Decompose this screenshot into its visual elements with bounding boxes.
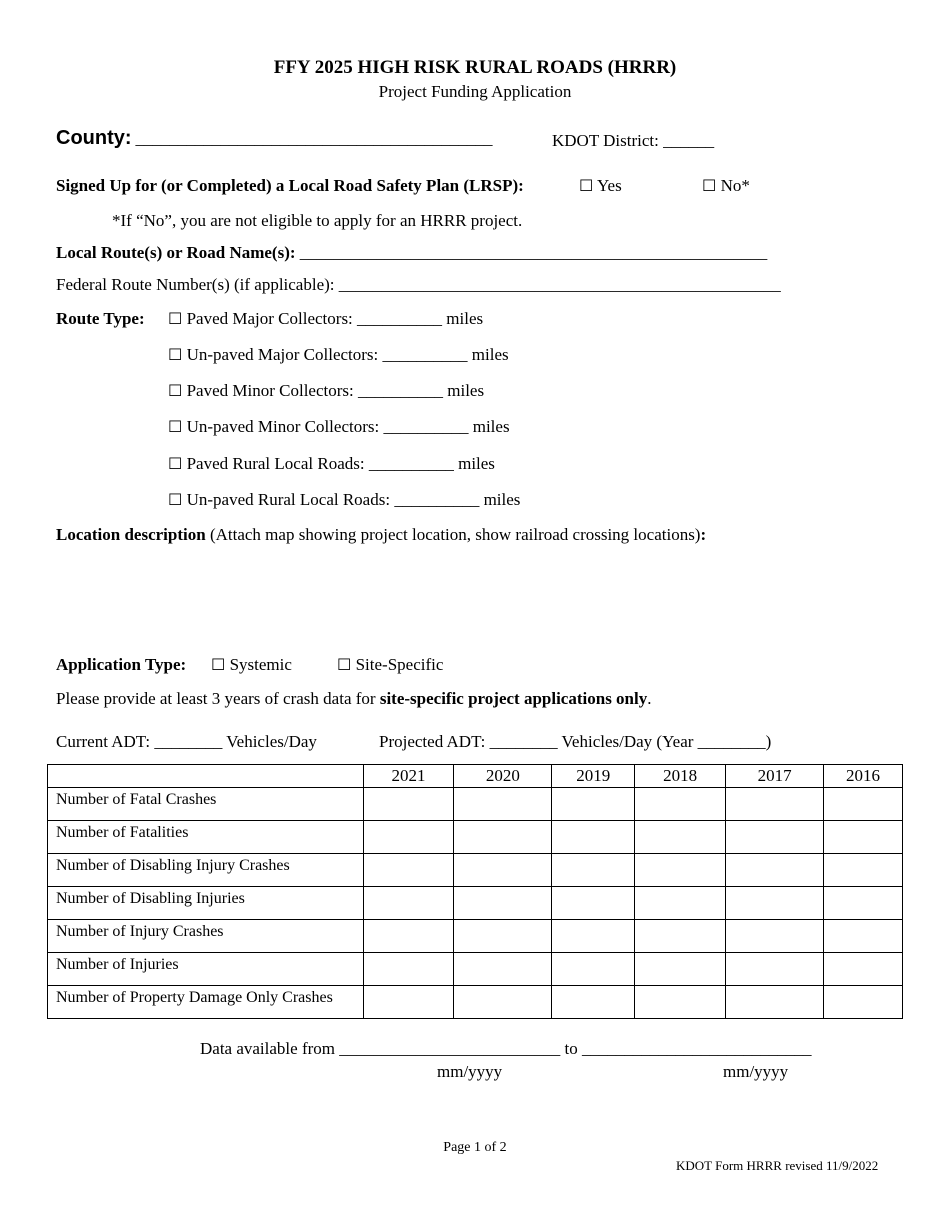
data-cell[interactable]	[824, 887, 903, 920]
page-number: Page 1 of 2	[443, 1140, 507, 1155]
row-label: Number of Property Damage Only Crashes	[48, 986, 364, 1019]
data-range-to: to	[564, 1039, 578, 1058]
local-route-field[interactable]: _______________________________________________________	[299, 243, 768, 262]
data-cell[interactable]	[824, 920, 903, 953]
checkbox-icon[interactable]: ☐	[168, 309, 183, 328]
data-cell[interactable]	[552, 953, 635, 986]
table-row	[48, 887, 903, 920]
miles-unit: miles	[483, 490, 521, 509]
data-cell[interactable]	[635, 887, 726, 920]
data-cell[interactable]	[454, 920, 552, 953]
route-type-item-label: Paved Rural Local Roads:	[186, 454, 365, 473]
data-cell[interactable]	[552, 821, 635, 854]
federal-route-label: Federal Route Number(s) (if applicable):	[56, 275, 335, 294]
table-row	[48, 920, 903, 953]
data-cell[interactable]	[552, 887, 635, 920]
row-label: Number of Fatalities	[48, 821, 364, 854]
data-cell[interactable]	[824, 953, 903, 986]
application-type-systemic[interactable]	[211, 655, 292, 675]
route-type-item[interactable]	[168, 417, 510, 437]
data-cell[interactable]	[454, 854, 552, 887]
data-cell[interactable]	[635, 953, 726, 986]
county-label: County:	[56, 127, 132, 149]
from-format-hint: mm/yyyy	[437, 1062, 503, 1081]
crash-note-text: Please provide at least 3 years of crash data for	[56, 689, 380, 708]
application-type-site-specific[interactable]	[337, 655, 443, 675]
route-type-item[interactable]	[168, 454, 495, 474]
year-header: 2017	[726, 765, 824, 788]
county-field[interactable]: __________________________________________	[135, 129, 493, 148]
data-cell[interactable]	[726, 953, 824, 986]
data-cell[interactable]	[552, 986, 635, 1019]
data-cell[interactable]	[454, 887, 552, 920]
federal-route-row	[56, 275, 781, 295]
lrsp-yes-option[interactable]	[579, 176, 622, 196]
route-type-item-label: Un-paved Major Collectors:	[186, 345, 379, 364]
data-range-label: Data available from	[200, 1039, 335, 1058]
row-label: Number of Injury Crashes	[48, 920, 364, 953]
data-cell[interactable]	[726, 887, 824, 920]
checkbox-icon[interactable]: ☐	[211, 655, 226, 674]
data-cell[interactable]	[726, 854, 824, 887]
table-row	[48, 854, 903, 887]
route-type-item[interactable]	[168, 345, 509, 365]
location-label: Location description	[56, 525, 206, 544]
data-cell[interactable]	[363, 986, 454, 1019]
to-format-hint: mm/yyyy	[723, 1062, 789, 1081]
miles-field[interactable]: __________	[394, 490, 480, 509]
table-row	[48, 953, 903, 986]
year-header: 2016	[824, 765, 903, 788]
data-cell[interactable]	[824, 986, 903, 1019]
lrsp-note: *If “No”, you are not eligible to apply for an HRRR project.	[112, 211, 523, 230]
checkbox-icon[interactable]: ☐	[168, 345, 183, 364]
data-cell[interactable]	[454, 986, 552, 1019]
data-from-field[interactable]: __________________________	[339, 1039, 561, 1058]
data-cell[interactable]	[726, 986, 824, 1019]
form-subtitle: Project Funding Application	[378, 82, 572, 101]
projected-adt-unit: Vehicles/Day (Year	[561, 732, 694, 751]
location-description-area[interactable]	[56, 550, 896, 640]
current-adt-label: Current ADT:	[56, 732, 151, 751]
data-range-row	[200, 1039, 811, 1059]
data-cell[interactable]	[726, 821, 824, 854]
lrsp-question: Signed Up for (or Completed) a Local Road Safety Plan (LRSP):	[56, 176, 524, 195]
data-cell[interactable]	[363, 953, 454, 986]
checkbox-icon[interactable]: ☐	[579, 176, 594, 195]
location-note: (Attach map showing project location, show railroad crossing locations)	[205, 525, 701, 544]
data-cell[interactable]	[635, 986, 726, 1019]
miles-unit: miles	[472, 417, 510, 436]
current-adt-unit: Vehicles/Day	[226, 732, 317, 751]
route-type-label: Route Type:	[56, 309, 145, 328]
row-label: Number of Injuries	[48, 953, 364, 986]
current-adt-row	[56, 732, 317, 752]
district-row	[552, 131, 714, 151]
lrsp-no-label: No*	[720, 176, 750, 195]
lrsp-yes-label: Yes	[596, 176, 622, 195]
row-label: Number of Fatal Crashes	[48, 788, 364, 821]
crash-note-emphasis: site-specific project applications only	[379, 689, 648, 708]
projected-adt-field[interactable]: ________	[489, 732, 558, 751]
application-type-label: Application Type:	[56, 655, 187, 674]
lrsp-no-option[interactable]	[702, 176, 750, 196]
form-title: FFY 2025 HIGH RISK RURAL ROADS (HRRR)	[273, 57, 677, 78]
data-cell[interactable]	[552, 854, 635, 887]
checkbox-icon[interactable]: ☐	[337, 655, 352, 674]
miles-unit: miles	[447, 381, 485, 400]
data-cell[interactable]	[635, 854, 726, 887]
data-cell[interactable]	[552, 788, 635, 821]
form-revision: KDOT Form HRRR revised 11/9/2022	[676, 1158, 879, 1173]
district-label: KDOT District:	[552, 131, 659, 150]
district-field[interactable]: ______	[663, 131, 715, 150]
data-to-field[interactable]: ___________________________	[581, 1039, 812, 1058]
county-row	[56, 127, 493, 150]
year-header: 2018	[635, 765, 726, 788]
miles-field[interactable]: __________	[382, 345, 468, 364]
crash-data-table	[47, 764, 903, 1019]
data-cell[interactable]	[824, 821, 903, 854]
location-colon: :	[700, 525, 707, 544]
data-cell[interactable]	[635, 920, 726, 953]
data-cell[interactable]	[363, 821, 454, 854]
table-row	[48, 788, 903, 821]
table-row	[48, 821, 903, 854]
data-cell[interactable]	[726, 788, 824, 821]
local-route-row	[56, 243, 767, 263]
projected-year-field[interactable]: ________	[697, 732, 766, 751]
crash-note-period: .	[647, 689, 652, 708]
route-type-item-label: Paved Minor Collectors:	[186, 381, 354, 400]
route-type-item-label: Un-paved Minor Collectors:	[186, 417, 380, 436]
site-specific-label: Site-Specific	[355, 655, 444, 674]
data-cell[interactable]	[454, 788, 552, 821]
projected-adt-row	[379, 732, 771, 752]
route-type-item-label: Un-paved Rural Local Roads:	[186, 490, 391, 509]
row-label: Number of Disabling Injuries	[48, 887, 364, 920]
table-row	[48, 986, 903, 1019]
crash-data-note	[56, 689, 652, 709]
miles-field[interactable]: __________	[368, 454, 454, 473]
route-type-item[interactable]	[168, 309, 483, 329]
data-cell[interactable]	[363, 920, 454, 953]
data-cell[interactable]	[824, 788, 903, 821]
miles-field[interactable]: __________	[383, 417, 469, 436]
miles-unit: miles	[458, 454, 495, 473]
year-header: 2019	[552, 765, 635, 788]
checkbox-icon[interactable]: ☐	[168, 381, 183, 400]
data-cell[interactable]	[726, 920, 824, 953]
header-blank-cell	[48, 765, 364, 788]
local-route-label: Local Route(s) or Road Name(s):	[56, 243, 296, 262]
miles-field[interactable]: __________	[358, 381, 443, 400]
current-adt-field[interactable]: ________	[154, 732, 223, 751]
table-header-row	[48, 765, 903, 788]
checkbox-icon[interactable]: ☐	[168, 454, 183, 473]
data-cell[interactable]	[363, 854, 454, 887]
route-type-item[interactable]	[168, 381, 484, 401]
projected-close: )	[765, 732, 772, 751]
data-cell[interactable]	[635, 788, 726, 821]
year-header: 2021	[363, 765, 454, 788]
miles-unit: miles	[446, 309, 484, 328]
projected-adt-label: Projected ADT:	[379, 732, 486, 751]
federal-route-field[interactable]: ____________________________________________________	[338, 275, 781, 294]
miles-field[interactable]: __________	[357, 309, 443, 328]
data-cell[interactable]	[552, 920, 635, 953]
data-cell[interactable]	[454, 953, 552, 986]
year-header: 2020	[454, 765, 552, 788]
route-type-item[interactable]	[168, 490, 520, 510]
data-cell[interactable]	[635, 821, 726, 854]
route-type-item-label: Paved Major Collectors:	[186, 309, 353, 328]
data-cell[interactable]	[363, 887, 454, 920]
data-cell[interactable]	[824, 854, 903, 887]
systemic-label: Systemic	[229, 655, 292, 674]
checkbox-icon[interactable]: ☐	[168, 417, 183, 436]
data-cell[interactable]	[454, 821, 552, 854]
miles-unit: miles	[471, 345, 509, 364]
checkbox-icon[interactable]: ☐	[168, 490, 183, 509]
row-label: Number of Disabling Injury Crashes	[48, 854, 364, 887]
data-cell[interactable]	[363, 788, 454, 821]
location-description-label	[56, 525, 706, 545]
checkbox-icon[interactable]: ☐	[702, 176, 717, 195]
